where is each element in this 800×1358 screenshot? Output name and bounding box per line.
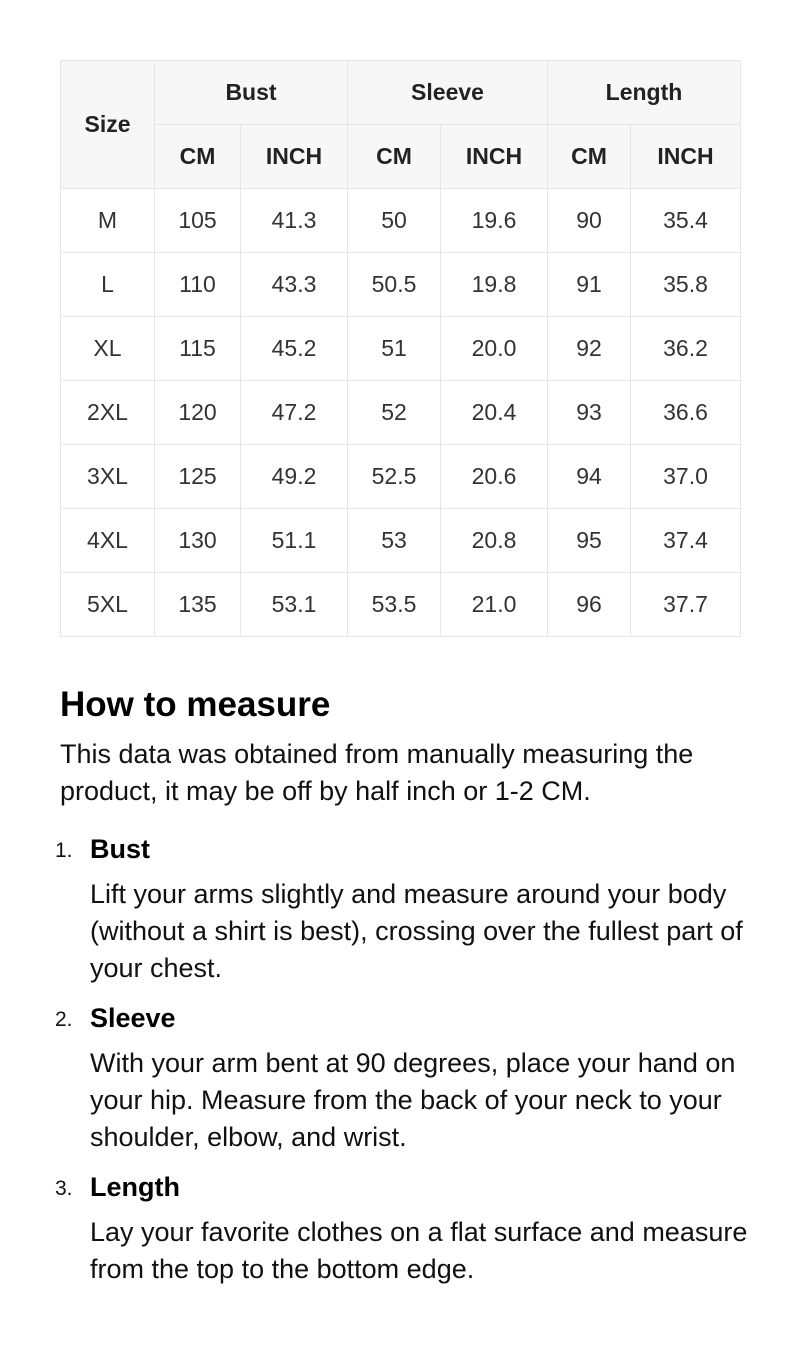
section-heading: How to measure: [60, 685, 331, 724]
table-cell: 120: [155, 381, 241, 445]
table-cell: 53.5: [348, 573, 441, 637]
intro-text: This data was obtained from manually measuring the product, it may be off by half inch or 1-2 CM.: [60, 739, 694, 806]
step-number: 2.: [55, 1008, 73, 1031]
header-unit: CM: [348, 125, 441, 189]
size-cell: XL: [61, 317, 155, 381]
table-cell: 20.4: [441, 381, 548, 445]
step-number: 1.: [55, 839, 73, 862]
table-row: [61, 509, 741, 573]
table-cell: 20.8: [441, 509, 548, 573]
table-cell: 51.1: [241, 509, 348, 573]
table-row: [61, 445, 741, 509]
table-cell: 20.6: [441, 445, 548, 509]
step-description: With your arm bent at 90 degrees, place your hand on your hip. Measure from the back of your neck to your shoulder, elbow, and wrist.: [90, 1048, 736, 1152]
step-title: Bust: [90, 834, 150, 864]
step-title: Sleeve: [90, 1003, 176, 1033]
list-item: [55, 832, 750, 987]
table-cell: 19.6: [441, 189, 548, 253]
table-cell: 35.4: [631, 189, 741, 253]
step-title: Length: [90, 1172, 180, 1202]
size-cell: L: [61, 253, 155, 317]
table-cell: 95: [548, 509, 631, 573]
table-cell: 51: [348, 317, 441, 381]
step-description: Lift your arms slightly and measure around your body (without a shirt is best), crossing over the fullest part of your chest.: [90, 879, 743, 983]
table-cell: 41.3: [241, 189, 348, 253]
table-row: [61, 253, 741, 317]
table-cell: 130: [155, 509, 241, 573]
table-row: [61, 189, 741, 253]
size-cell: 4XL: [61, 509, 155, 573]
header-unit: CM: [548, 125, 631, 189]
table-cell: 93: [548, 381, 631, 445]
table-cell: 105: [155, 189, 241, 253]
table-cell: 49.2: [241, 445, 348, 509]
table-cell: 36.2: [631, 317, 741, 381]
table-cell: 50: [348, 189, 441, 253]
table-cell: 53.1: [241, 573, 348, 637]
table-cell: 115: [155, 317, 241, 381]
size-cell: 2XL: [61, 381, 155, 445]
table-cell: 90: [548, 189, 631, 253]
header-unit: INCH: [631, 125, 741, 189]
table-cell: 37.4: [631, 509, 741, 573]
step-description: Lay your favorite clothes on a flat surface and measure from the top to the bottom edge.: [90, 1217, 748, 1284]
header-unit: INCH: [441, 125, 548, 189]
header-group-length: Length: [548, 61, 741, 125]
table-row: [61, 317, 741, 381]
table-cell: 37.0: [631, 445, 741, 509]
table-cell: 35.8: [631, 253, 741, 317]
table-header-row-groups: [61, 61, 741, 125]
measure-steps-list: [55, 832, 750, 1288]
size-cell: M: [61, 189, 155, 253]
table-cell: 37.7: [631, 573, 741, 637]
table-cell: 94: [548, 445, 631, 509]
table-cell: 52: [348, 381, 441, 445]
size-chart-table: [60, 60, 741, 637]
table-row: [61, 573, 741, 637]
table-cell: 47.2: [241, 381, 348, 445]
table-cell: 52.5: [348, 445, 441, 509]
table-cell: 125: [155, 445, 241, 509]
size-cell: 3XL: [61, 445, 155, 509]
list-item: [55, 1001, 750, 1156]
table-cell: 21.0: [441, 573, 548, 637]
table-cell: 36.6: [631, 381, 741, 445]
table-cell: 20.0: [441, 317, 548, 381]
header-size: Size: [61, 61, 155, 189]
size-cell: 5XL: [61, 573, 155, 637]
table-header-row-units: [61, 125, 741, 189]
header-unit: CM: [155, 125, 241, 189]
table-cell: 92: [548, 317, 631, 381]
step-number: 3.: [55, 1177, 73, 1200]
header-group-sleeve: Sleeve: [348, 61, 548, 125]
table-cell: 19.8: [441, 253, 548, 317]
how-to-measure-section: [55, 680, 750, 1302]
table-cell: 96: [548, 573, 631, 637]
table-cell: 50.5: [348, 253, 441, 317]
table-cell: 135: [155, 573, 241, 637]
header-group-bust: Bust: [155, 61, 348, 125]
table-cell: 110: [155, 253, 241, 317]
table-cell: 53: [348, 509, 441, 573]
table-cell: 43.3: [241, 253, 348, 317]
table-cell: 91: [548, 253, 631, 317]
table-row: [61, 381, 741, 445]
table-cell: 45.2: [241, 317, 348, 381]
list-item: [55, 1170, 750, 1288]
header-unit: INCH: [241, 125, 348, 189]
